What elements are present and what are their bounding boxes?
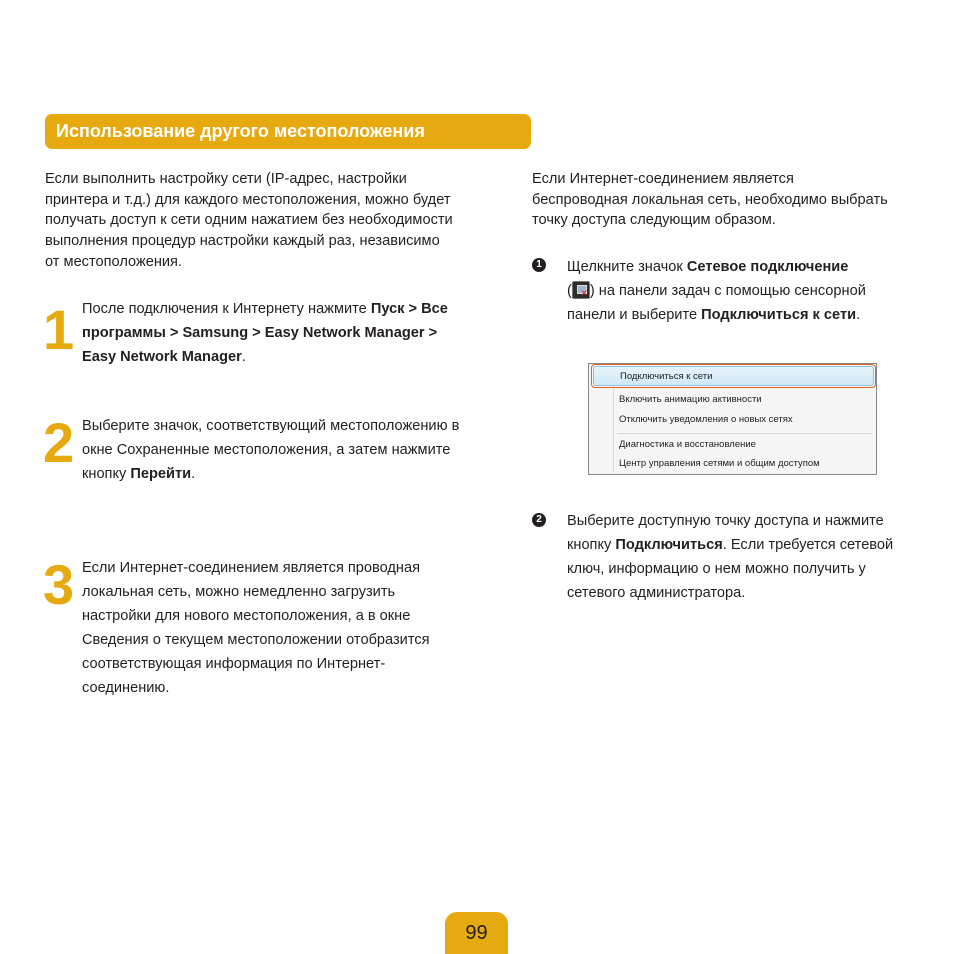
- step-3-number: 3: [43, 553, 73, 616]
- bullet-1-text: Щелкните значок Сетевое подключение ( ✕ ) на панели задач с помощью сенсорной панели и выберите Подключиться к сети.: [567, 259, 866, 323]
- network-context-menu: [588, 363, 877, 475]
- step-2-number: 2: [43, 411, 73, 474]
- step-1-text: После подключения к Интернету нажмите Пуск > Все программы > Samsung > Easy Network Manager > Easy Network Manager.: [82, 301, 448, 365]
- menu-item-connect[interactable]: Подключиться к сети: [593, 366, 874, 386]
- section-header: [45, 114, 531, 149]
- menu-item-animation[interactable]: Включить анимацию активности: [619, 394, 762, 405]
- menu-separator: [617, 433, 872, 434]
- step-1-menu-path: Пуск > Все программы > Samsung > Easy Network Manager > Easy Network Manager: [82, 301, 448, 365]
- intro-paragraph-left: Если выполнить настройку сети (IP-адрес, настройки принтера и т.д.) для каждого местоположения, можно будет получать доступ к сети одним нажатием без необходимости выполнения процедур настройки каждый раз, независимо от местоположения.: [45, 171, 453, 270]
- step-3-text: Если Интернет-соединением является проводная локальная сеть, можно немедленно загрузить настройки для нового местоположения, а в окне Сведения о текущем местоположении отобразится соответствующая информация по Интернет-соединению.: [82, 560, 430, 696]
- step-2-text: Выберите значок, соответствующий местоположению в окне Сохраненные местоположения, а затем нажмите кнопку Перейти.: [82, 418, 460, 482]
- menu-item-diagnostics[interactable]: Диагностика и восстановление: [619, 439, 756, 450]
- menu-item-network-center[interactable]: Центр управления сетями и общим доступом: [619, 458, 820, 469]
- section-title: Использование другого местоположения: [56, 121, 425, 141]
- menu-item-notifications[interactable]: Отключить уведомления о новых сетях: [619, 414, 793, 425]
- step-2-button-name: Перейти: [130, 466, 192, 482]
- step-1-number: 1: [43, 298, 73, 361]
- intro-paragraph-right: Если Интернет-соединением является беспроводная локальная сеть, необходимо выбрать точку доступа следующим образом.: [532, 171, 888, 229]
- bullet-2-text: Выберите доступную точку доступа и нажмите кнопку Подключиться. Если требуется сетевой ключ, информацию о нем можно получить у сетевого администратора.: [567, 513, 894, 601]
- page-number: 99: [445, 912, 508, 954]
- network-connection-icon: ✕: [572, 281, 590, 299]
- bullet-2-marker: 2: [532, 513, 546, 527]
- bullet-1-marker: 1: [532, 258, 546, 272]
